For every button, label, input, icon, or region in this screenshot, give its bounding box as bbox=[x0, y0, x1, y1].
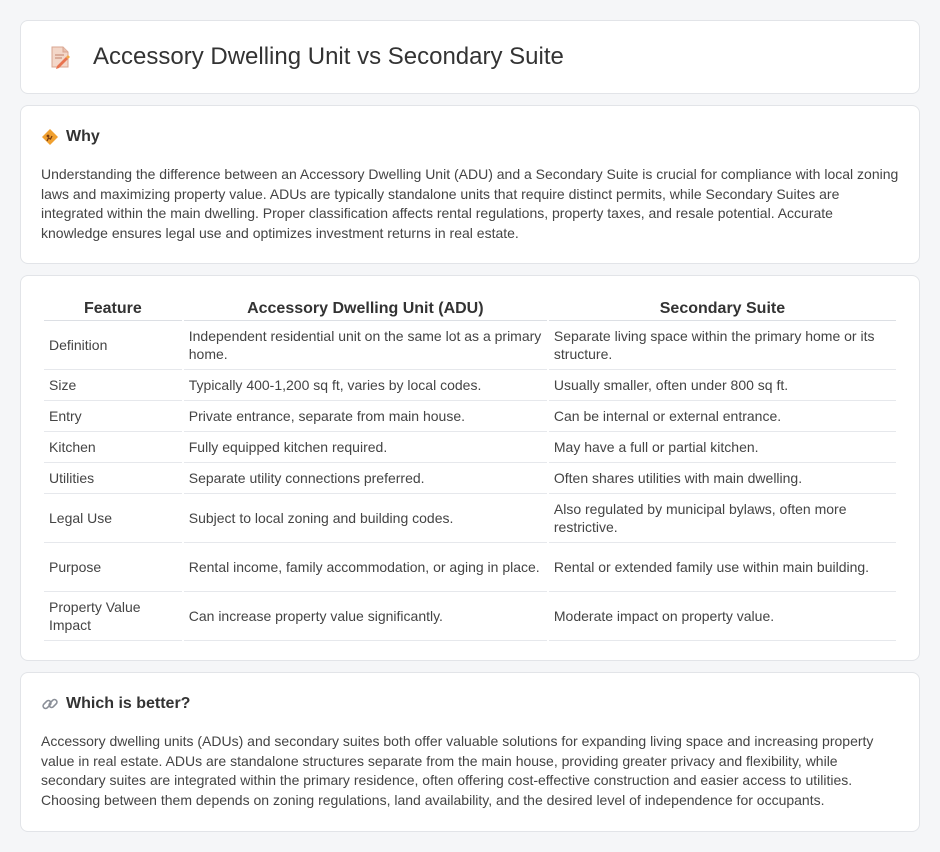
header-card bbox=[20, 20, 920, 94]
feature-cell: Utilities bbox=[44, 463, 182, 494]
table-row bbox=[44, 432, 896, 463]
adu-cell: Typically 400-1,200 sq ft, varies by local codes. bbox=[184, 370, 547, 401]
adu-cell: Fully equipped kitchen required. bbox=[184, 432, 547, 463]
page-title: Accessory Dwelling Unit vs Secondary Suite bbox=[93, 43, 564, 70]
table-row bbox=[44, 494, 896, 543]
table-row bbox=[44, 370, 896, 401]
why-heading-label: Why bbox=[66, 128, 100, 145]
adu-cell: Rental income, family accommodation, or aging in place. bbox=[184, 543, 547, 592]
header-feature: Feature bbox=[44, 297, 182, 321]
suite-cell: Also regulated by municipal bylaws, often more restrictive. bbox=[549, 494, 896, 543]
suite-cell: Separate living space within the primary home or its structure. bbox=[549, 321, 896, 370]
table-row bbox=[44, 463, 896, 494]
suite-cell: Often shares utilities with main dwelling. bbox=[549, 463, 896, 494]
table-row bbox=[44, 401, 896, 432]
suite-cell: Can be internal or external entrance. bbox=[549, 401, 896, 432]
adu-cell: Private entrance, separate from main house. bbox=[184, 401, 547, 432]
feature-cell: Property Value Impact bbox=[44, 592, 182, 641]
comparison-table bbox=[42, 297, 898, 641]
feature-cell: Legal Use bbox=[44, 494, 182, 543]
feature-cell: Entry bbox=[44, 401, 182, 432]
table-row bbox=[44, 543, 896, 592]
suite-cell: Moderate impact on property value. bbox=[549, 592, 896, 641]
better-text: Accessory dwelling units (ADUs) and secondary suites both offer valuable solutions for expanding living space and increasing property value in real estate. ADUs are standalone structures separate from the main house, providing greater privacy and flexibility, while secondary suites are integrated within the primary residence, often offering cost-effective construction and easier access to utilities. Choosing between them depends on zoning regulations, land availability, and the desired level of independence for occupants. bbox=[41, 733, 874, 808]
feature-cell: Purpose bbox=[44, 543, 182, 592]
link-icon bbox=[41, 695, 59, 713]
why-section bbox=[20, 105, 920, 264]
table-row bbox=[44, 592, 896, 641]
why-text: Understanding the difference between an Accessory Dwelling Unit (ADU) and a Secondary Suite is crucial for compliance with local zoning laws and maximizing property value. ADUs are typically standalone units that require distinct permits, while Secondary Suites are integrated within the main dwelling. Proper classification affects rental regulations, property taxes, and resale potential. Accurate knowledge ensures legal use and optimizes investment returns in real estate. bbox=[41, 166, 899, 241]
adu-cell: Separate utility connections preferred. bbox=[184, 463, 547, 494]
comparison-table-card bbox=[20, 275, 920, 661]
better-heading-label: Which is better? bbox=[66, 695, 191, 712]
header-secondary-suite: Secondary Suite bbox=[549, 297, 896, 321]
suite-cell: Rental or extended family use within main building. bbox=[549, 543, 896, 592]
feature-cell: Size bbox=[44, 370, 182, 401]
header-adu: Accessory Dwelling Unit (ADU) bbox=[184, 297, 547, 321]
adu-cell: Independent residential unit on the same lot as a primary home. bbox=[184, 321, 547, 370]
feature-cell: Definition bbox=[44, 321, 182, 370]
which-is-better-section bbox=[20, 672, 920, 832]
adu-cell: Can increase property value significantly. bbox=[184, 592, 547, 641]
better-heading bbox=[41, 695, 899, 713]
table-row bbox=[44, 321, 896, 370]
document-pencil-icon bbox=[47, 44, 73, 70]
feature-cell: Kitchen bbox=[44, 432, 182, 463]
suite-cell: Usually smaller, often under 800 sq ft. bbox=[549, 370, 896, 401]
adu-cell: Subject to local zoning and building codes. bbox=[184, 494, 547, 543]
diamond-sign-icon bbox=[41, 128, 59, 146]
why-heading bbox=[41, 128, 899, 146]
suite-cell: May have a full or partial kitchen. bbox=[549, 432, 896, 463]
